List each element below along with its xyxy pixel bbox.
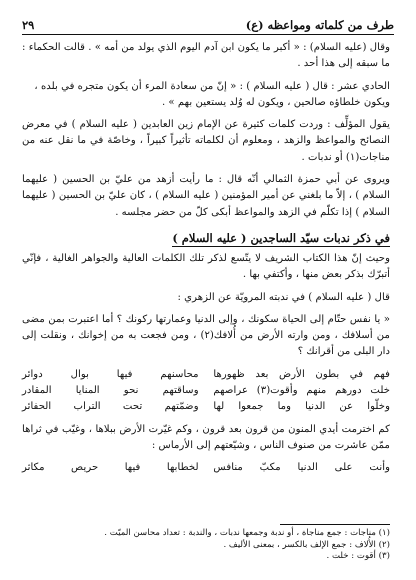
verse-hemistich: وأنت على الدنيا مكبّ منافس (213, 462, 390, 474)
page-number: ٢٩ (22, 18, 35, 32)
poem-verse (22, 460, 390, 476)
page-body (22, 40, 390, 477)
poem-verse (22, 383, 390, 399)
verse-hemistich: لخطابها فيها حريص مكاثر (22, 462, 199, 474)
paragraph: ويكون خلطاؤه صالحين ، ويكون له وُلد يستعين بهم » . (161, 96, 390, 108)
paragraph: « يا نفس حتّام إلى الحياة سكونك ، وإلى الدنيا وعمارتها ركونك ؟ أما اعتبرت بمن مضى من أسلافك ، ومن وارته الأرض من أُلافك(٢) ، ومن فجعت به من إخوانك ، ونقلت إلى دار البلى من أقرانك ؟ (22, 313, 390, 358)
poem-verse (22, 367, 390, 383)
verse-hemistich: محاسنهم فيها بوال دوائر (22, 368, 199, 380)
footnote-rule (280, 524, 390, 525)
verse-hemistich: وساقتهم نحو المنايا المقادر (22, 385, 199, 397)
verse-hemistich: خلت دورهم منهم وأقوت(٣) عراصهم (213, 385, 390, 397)
section-heading: في ذكر ندبات سيّد الساجدين ( عليه السلام ) (172, 230, 390, 245)
paragraph: قال ( عليه السلام ) في ندبته المرويّة عن الزهري : (177, 291, 390, 303)
paragraph: ويروى عن أبي حمزة الثمالي أنّه قال : ما رأيت أزهد من عليّ بن الحسين ( عليهما السلام ) ، إلاّ ما بلغني عن أمير المؤمنين ( عليه السلام ) ، كان عليّ بن الحسين ( عليهما السلام ) إذا تكلّم في الزهد والمواعظ أبكى كلّ من حضر مجلسه . (22, 174, 390, 218)
footnote: (٢) الأُلاف : جمع الإلف بالكسر ، بمعنى الأليف . (223, 539, 390, 550)
paragraph: الحادي عشر : قال ( عليه السلام ) : « إنّ من سعادة المرء أن يكون متجره في بلده ، (34, 80, 390, 92)
paragraph: يقول المؤلِّف : وردت كلمات كثيرة عن الإمام زين العابدين ( عليه السلام ) في معرض النصائح والمواعظ والزهد ، ومعلوم أن لكلماته تأثيراً كبيراً ، وخاصّة في ما نقل عنه من مناجات(١) أو ندبات . (22, 119, 390, 163)
header-rule (22, 34, 394, 35)
verse-hemistich: فهم في بطون الأرض بعد ظهورها (213, 368, 390, 380)
footnotes (22, 528, 390, 563)
verse-hemistich: وخلّوا عن الدنيا وما جمعوا لها (213, 401, 390, 413)
footnote: (١) مناجات : جمع مناجاة ، أو ندبة وجمعها ندبات ، والندبة : تعداد محاسن الميّت . (104, 528, 390, 538)
paragraph: وقال (عليه السلام) : « أكبر ما يكون ابن آدم اليوم الذي يولد من أمه » . قالت الحكماء : ما سبقه إلى هذا أحد . (22, 42, 390, 70)
poem-verse (22, 399, 390, 415)
paragraph: وحيث إنّ هذا الكتاب الشريف لا يتّسع لذكر تلك الكلمات العالية والجواهر الغالية ، فإنّي أتبرّك بذكر بعض منها ، وأكتفي بها . (22, 252, 390, 281)
verse-hemistich: وضمّتهم تحت التراب الحفائر (22, 401, 199, 413)
footnote: (٣) أقوت : خلت . (326, 551, 390, 561)
page-header (22, 12, 394, 32)
paragraph: كم اخترمت أيدي المنون من قرون بعد قرون ، وكم غيّرت الأرض ببلاها ، وغيّب في ثراها ممّن عاشرت من صنوف الناس ، وشيّعتهم إلى الأرماس : (22, 423, 390, 451)
running-title: طرف من كلماته ومواعظه (ع) (245, 18, 394, 32)
